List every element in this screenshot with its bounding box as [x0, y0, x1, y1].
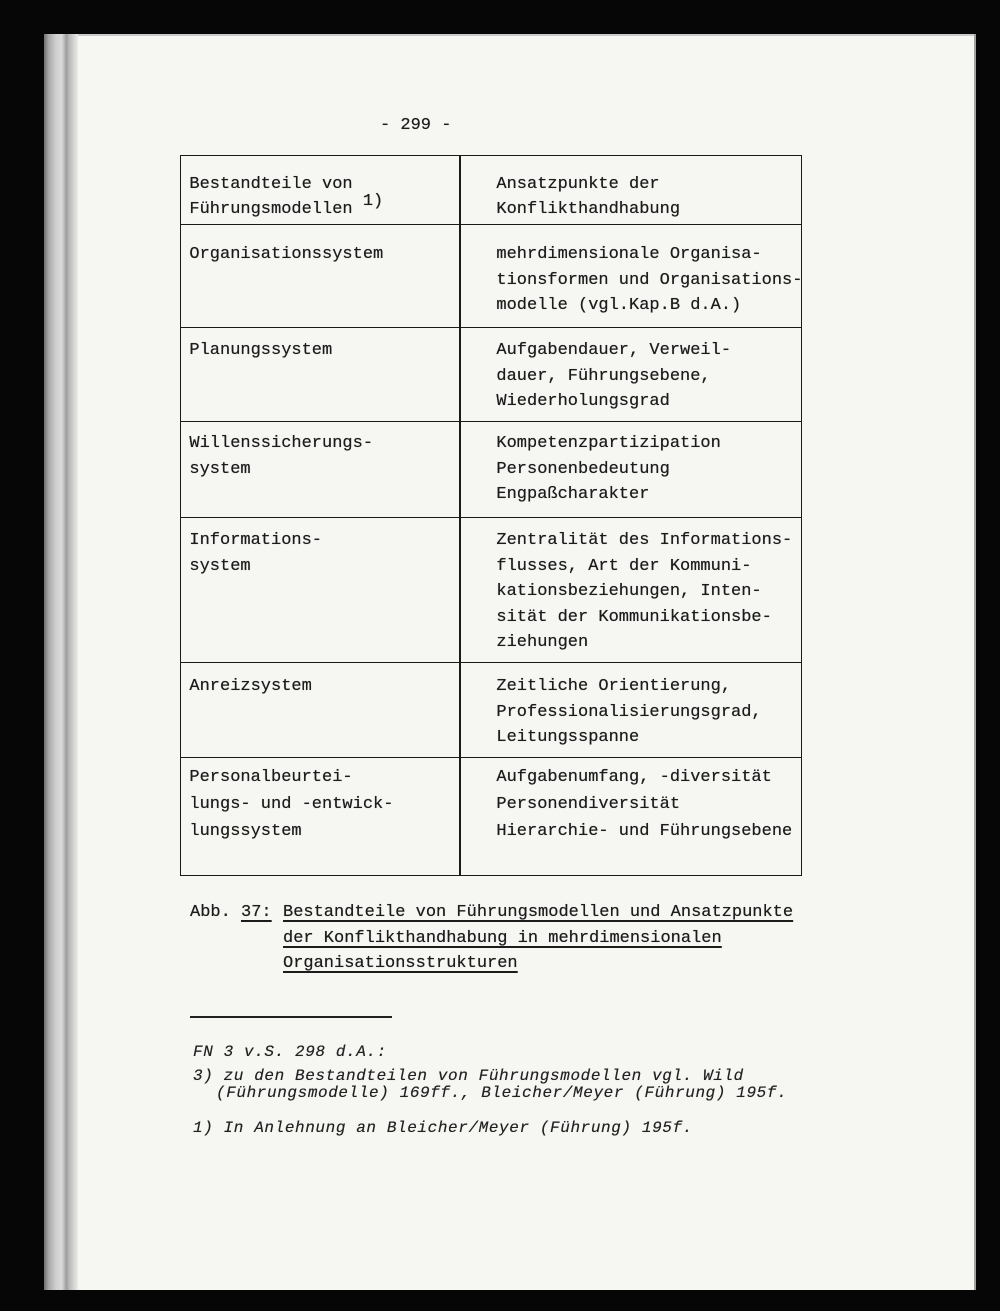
table-row: [181, 224, 801, 327]
footnote-text: FN 3 v.S. 298 d.A.:: [193, 1042, 387, 1061]
approach-text: Engpaßcharakter: [496, 485, 650, 505]
table-row: [181, 662, 801, 757]
figure-number: 37:: [241, 903, 272, 922]
components-table: [180, 155, 802, 876]
approach-text: sität der Kommunikationsbe-: [496, 607, 772, 627]
component-cell: [181, 518, 459, 662]
component-text: Informations-: [189, 531, 323, 551]
component-text: system: [189, 556, 251, 576]
caption-line: [283, 926, 793, 952]
approach-cell: [461, 663, 801, 757]
footnote-text: (Führungsmodelle) 169ff., Bleicher/Meyer (Führung) 195f.: [216, 1083, 788, 1102]
table-row: [181, 757, 801, 873]
component-cell: [181, 225, 459, 327]
header-text: Führungsmodellen: [189, 200, 353, 220]
component-text: lungssystem: [189, 822, 302, 842]
approach-text: Kompetenzpartizipation: [496, 434, 721, 454]
approach-text: Wiederholungsgrad: [496, 392, 670, 412]
approach-text: Aufgabenumfang, -diversität: [496, 768, 772, 788]
binding-shadow: [44, 34, 78, 1290]
caption-line: [283, 900, 793, 926]
component-cell: [181, 758, 459, 873]
figure-label-prefix: Abb.: [190, 903, 231, 922]
component-text: Willenssicherungs-: [189, 434, 374, 454]
caption-text: Organisationsstrukturen: [283, 954, 518, 974]
table-row: [181, 327, 801, 421]
footnote: [193, 1044, 387, 1061]
component-text: Personalbeurtei-: [189, 768, 353, 788]
approach-text: Zeitliche Orientierung,: [496, 677, 732, 697]
header-cell-components: [181, 156, 459, 224]
approach-cell: [461, 518, 801, 662]
approach-text: tionsformen und Organisations-: [496, 270, 803, 290]
component-cell: [181, 422, 459, 517]
header-cell-approaches: [461, 156, 801, 224]
header-text: Konflikthandhabung: [496, 200, 681, 220]
table-header-row: [181, 156, 801, 224]
component-text: Organisationssystem: [189, 245, 384, 265]
table-row: [181, 421, 801, 517]
approach-text: dauer, Führungsebene,: [496, 366, 711, 386]
approach-text: Aufgabendauer, Verweil-: [496, 341, 732, 361]
footnote-text: 1) In Anlehnung an Bleicher/Meyer (Führung) 195f.: [193, 1118, 693, 1137]
approach-text: kationsbeziehungen, Inten-: [496, 582, 762, 602]
approach-text: Hierarchie- und Führungsebene: [496, 822, 793, 842]
approach-text: Personendiversität: [496, 795, 681, 815]
component-cell: [181, 663, 459, 757]
approach-cell: [461, 225, 801, 327]
caption-text: Bestandteile von Führungsmodellen und Ansatzpunkte: [283, 903, 794, 922]
approach-cell: [461, 758, 801, 873]
approach-text: Personenbedeutung: [496, 459, 670, 479]
approach-text: flusses, Art der Kommuni-: [496, 556, 752, 576]
figure-label: [190, 900, 272, 926]
approach-text: Leitungsspanne: [496, 728, 640, 748]
component-text: lungs- und -entwick-: [189, 795, 394, 815]
footnote-separator: [190, 1016, 392, 1018]
header-text-line: [189, 192, 459, 223]
component-text: system: [189, 459, 251, 479]
approach-text: modelle (vgl.Kap.B d.A.): [496, 296, 742, 316]
approach-text: Zentralität des Informations-: [496, 531, 793, 551]
table-row: [181, 517, 801, 662]
page-number: - 299 -: [380, 116, 452, 135]
footnote-text: 3) zu den Bestandteilen von Führungsmodellen vgl. Wild: [193, 1066, 744, 1085]
footnote: [193, 1068, 787, 1102]
approach-text: mehrdimensionale Organisa-: [496, 245, 762, 265]
caption-text: der Konflikthandhabung in mehrdimensionalen: [283, 928, 722, 948]
caption-line: [283, 951, 793, 977]
approach-text: Professionalisierungsgrad,: [496, 702, 762, 722]
component-cell: [181, 328, 459, 421]
footnote-reference: 1): [362, 192, 384, 212]
header-text: Ansatzpunkte der: [496, 174, 660, 194]
approach-text: ziehungen: [496, 633, 589, 653]
component-text: Anreizsystem: [189, 677, 312, 697]
figure-caption: [283, 900, 793, 977]
approach-cell: [461, 422, 801, 517]
header-text: Bestandteile von: [189, 174, 353, 194]
component-text: Planungssystem: [189, 341, 333, 361]
approach-cell: [461, 328, 801, 421]
footnote: [193, 1120, 693, 1137]
